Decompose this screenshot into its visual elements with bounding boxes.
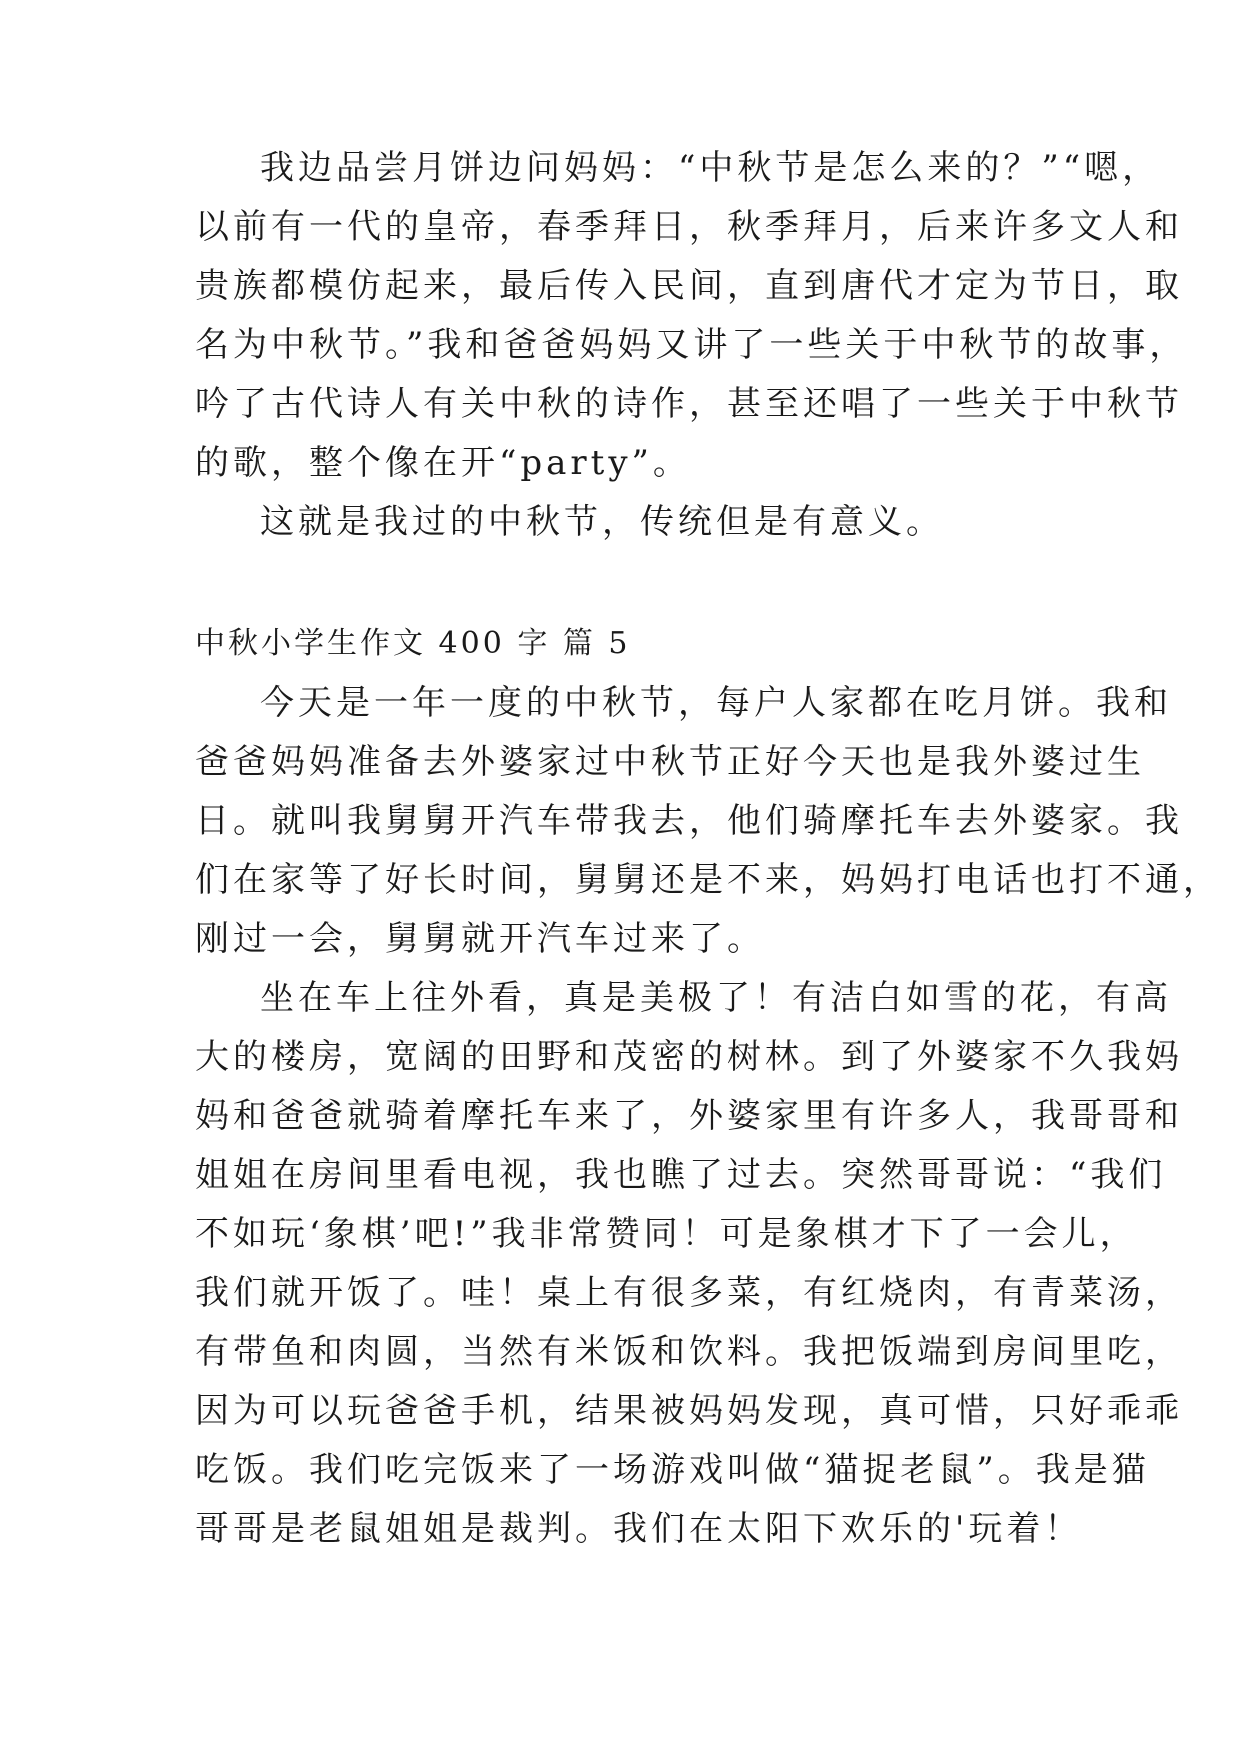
text-line: 有带鱼和肉圆，当然有米饭和饮料。我把饭端到房间里吃， — [195, 1332, 1183, 1372]
text-line: 们在家等了好长时间，舅舅还是不来，妈妈打电话也打不通， — [195, 860, 1221, 900]
section-heading: 中秋小学生作文 400 字 篇 5 — [195, 626, 631, 661]
text-line: 贵族都模仿起来，最后传入民间，直到唐代才定为节日，取 — [195, 266, 1183, 306]
text-line: 大的楼房，宽阔的田野和茂密的树林。到了外婆家不久我妈 — [195, 1037, 1183, 1077]
text-line: 名为中秋节。”我和爸爸妈妈又讲了一些关于中秋节的故事， — [195, 325, 1188, 365]
text-line: 以前有一代的皇帝，春季拜日，秋季拜月，后来许多文人和 — [195, 207, 1183, 247]
text-line: 今天是一年一度的中秋节，每户人家都在吃月饼。我和 — [260, 683, 1172, 723]
text-line: 爸爸妈妈准备去外婆家过中秋节正好今天也是我外婆过生 — [195, 742, 1145, 782]
text-line: 不如玩‘象棋’吧!”我非常赞同！可是象棋才下了一会儿， — [195, 1214, 1138, 1254]
text-line: 我们就开饭了。哇！桌上有很多菜，有红烧肉，有青菜汤， — [195, 1273, 1183, 1313]
text-line: 日。就叫我舅舅开汽车带我去，他们骑摩托车去外婆家。我 — [195, 801, 1183, 841]
text-line: 姐姐在房间里看电视，我也瞧了过去。突然哥哥说：“我们 — [195, 1155, 1167, 1195]
text-line: 吟了古代诗人有关中秋的诗作，甚至还唱了一些关于中秋节 — [195, 384, 1183, 424]
text-line: 我边品尝月饼边问妈妈：“中秋节是怎么来的？”“嗯， — [260, 148, 1161, 188]
text-line: 刚过一会，舅舅就开汽车过来了。 — [195, 919, 765, 959]
text-line: 这就是我过的中秋节，传统但是有意义。 — [260, 502, 944, 542]
text-line: 妈和爸爸就骑着摩托车来了，外婆家里有许多人，我哥哥和 — [195, 1096, 1183, 1136]
text-line: 坐在车上往外看，真是美极了！有洁白如雪的花，有高 — [260, 978, 1172, 1018]
text-line: 因为可以玩爸爸手机，结果被妈妈发现，真可惜，只好乖乖 — [195, 1391, 1183, 1431]
text-line: 哥哥是老鼠姐姐是裁判。我们在太阳下欢乐的'玩着！ — [195, 1509, 1083, 1549]
text-line: 的歌，整个像在开“party”。 — [195, 443, 691, 483]
text-line: 吃饭。我们吃完饭来了一场游戏叫做“猫捉老鼠”。我是猫 — [195, 1450, 1150, 1490]
